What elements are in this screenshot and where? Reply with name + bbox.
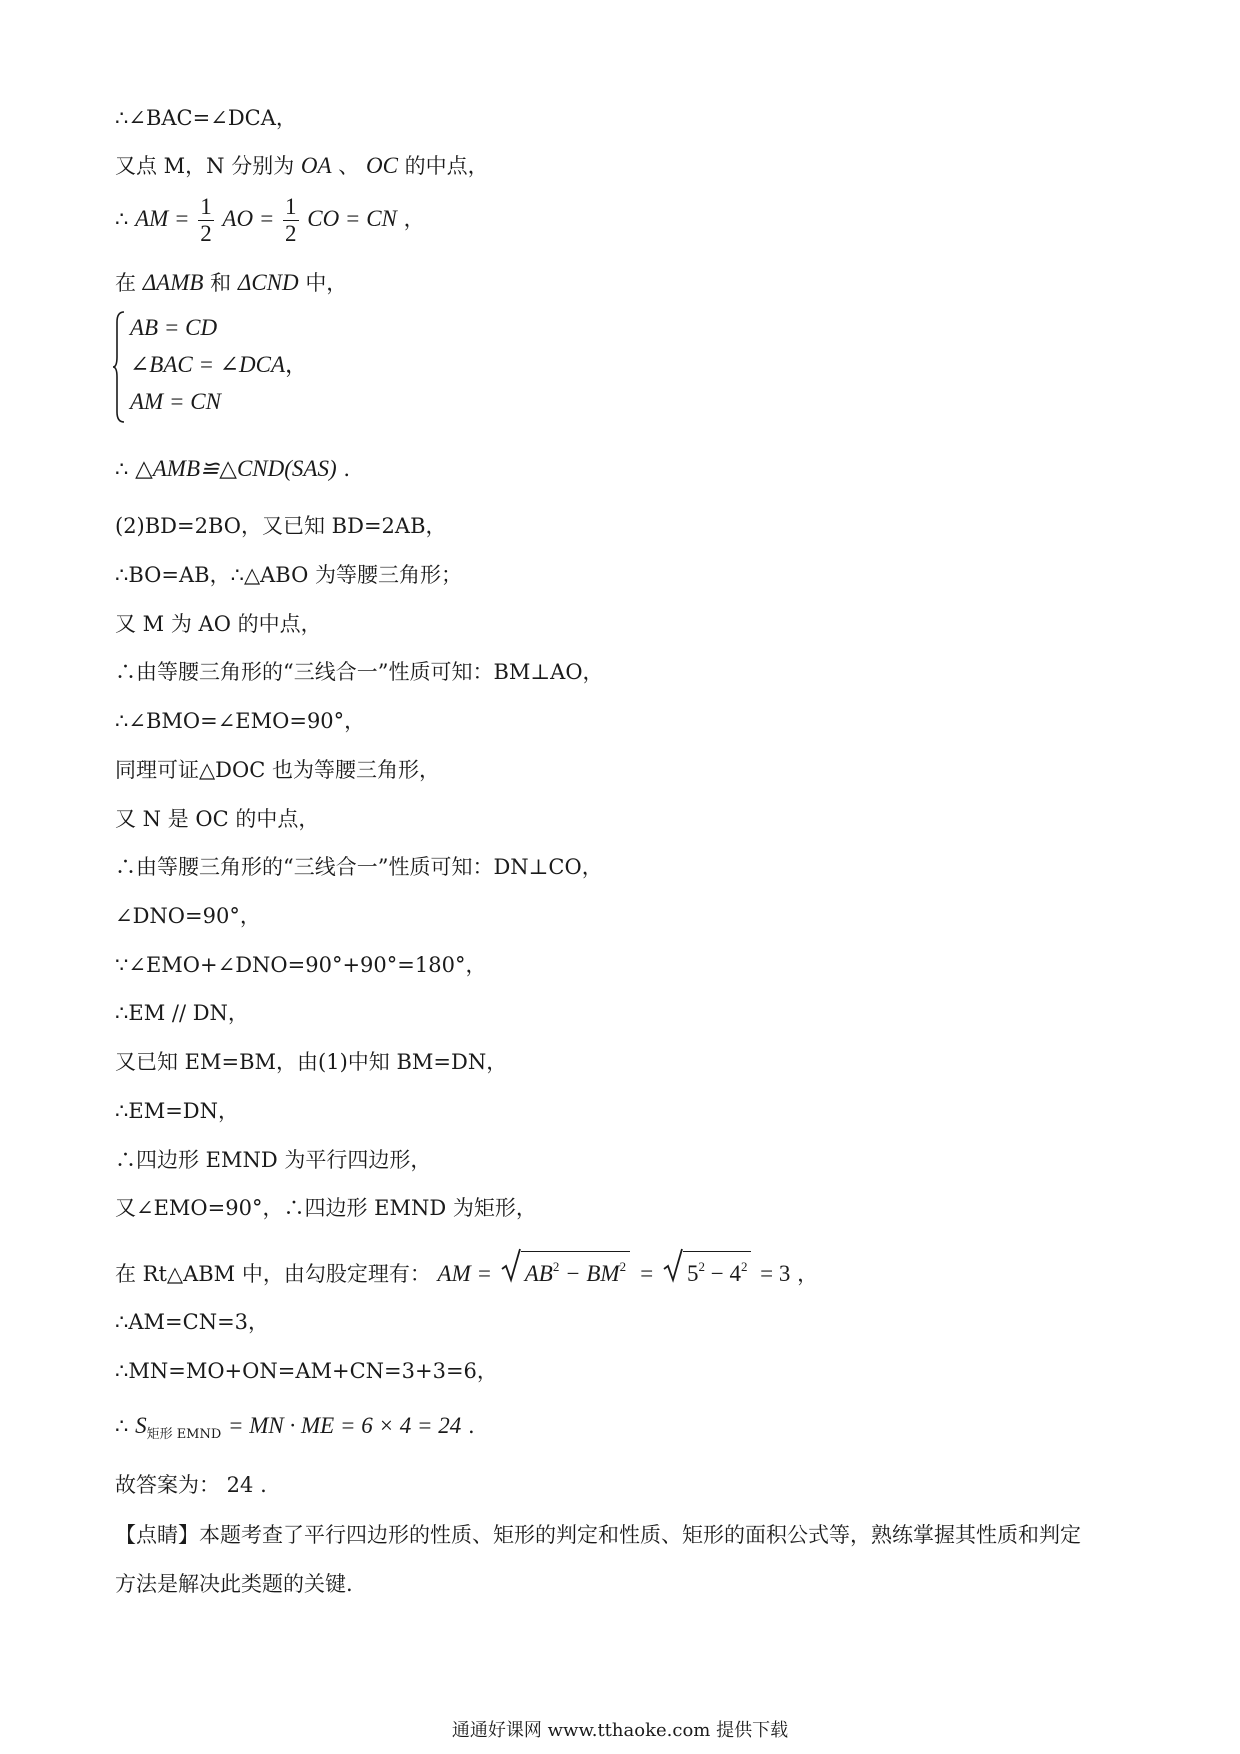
proof-line xyxy=(115,192,425,247)
math: S xyxy=(135,1413,147,1438)
text: . xyxy=(343,457,351,481)
math: OA xyxy=(300,153,332,178)
math: AB xyxy=(524,1261,553,1286)
equation: AM = CN xyxy=(130,389,221,414)
text: ， xyxy=(285,352,309,378)
proof-line: ∴∠BAC=∠DCA， xyxy=(115,106,297,130)
math: AO = xyxy=(222,206,275,231)
exponent: 2 xyxy=(552,1259,560,1274)
text: ∴ xyxy=(115,207,129,231)
numerator: 1 xyxy=(285,194,297,219)
proof-line: 又已知 EM=BM，由(1)中知 BM=DN， xyxy=(115,1050,508,1074)
proof-line xyxy=(115,151,489,181)
text: 在 xyxy=(115,271,136,295)
math: − 4 xyxy=(710,1261,741,1286)
proof-line: ∴由等腰三角形的“三线合一”性质可知：DN⊥CO， xyxy=(115,855,603,879)
proof-line: ∴由等腰三角形的“三线合一”性质可知：BM⊥AO， xyxy=(115,660,604,684)
proof-line: ∠DNO=90°， xyxy=(115,904,261,928)
square-root xyxy=(501,1251,630,1289)
math: = 3 xyxy=(760,1261,791,1286)
radical-sign-icon xyxy=(663,1247,683,1283)
text: 中， xyxy=(305,271,348,295)
math: ΔAMB xyxy=(142,270,204,295)
square-root xyxy=(663,1251,751,1289)
proof-line xyxy=(115,454,350,484)
proof-line: ∴四边形 EMND 为平行四边形， xyxy=(115,1148,432,1172)
text: ， xyxy=(797,1262,819,1286)
math: ΔCND xyxy=(237,270,299,295)
exponent: 2 xyxy=(698,1259,705,1274)
proof-line: (2)BD=2BO，又已知 BD=2AB， xyxy=(115,514,447,538)
proof-line: ∴AM=CN=3， xyxy=(115,1310,270,1334)
math: ∠BAC = ∠DCA xyxy=(130,352,286,377)
left-brace-icon xyxy=(112,310,126,424)
comment-line: 方法是解决此类题的关键. xyxy=(115,1572,353,1596)
denominator: 2 xyxy=(285,221,297,246)
text: 又点 M，N 分别为 xyxy=(115,154,295,178)
proof-line: 又 N 是 OC 的中点， xyxy=(115,807,320,831)
math: AM = xyxy=(437,1261,493,1286)
math: △AMB≌△CND(SAS) xyxy=(135,456,337,481)
math: − BM xyxy=(565,1261,620,1286)
proof-line: 又∠EMO=90°，∴四边形 EMND 为矩形， xyxy=(115,1196,537,1220)
math: = MN · ME = 6 × 4 = 24 xyxy=(227,1413,462,1438)
math: = xyxy=(638,1261,655,1286)
math: CO = CN xyxy=(307,206,397,231)
radical-sign-icon xyxy=(501,1247,521,1283)
math: AM = xyxy=(135,206,190,231)
fraction xyxy=(283,194,299,247)
proof-line: ∴EM=DN， xyxy=(115,1099,240,1123)
proof-line: ∴∠BMO=∠EMO=90°， xyxy=(115,709,366,733)
proof-line: ∴EM // DN， xyxy=(115,1001,249,1025)
exponent: 2 xyxy=(740,1259,748,1274)
math: OC xyxy=(365,153,398,178)
proof-line xyxy=(115,1251,818,1289)
page-footer: 通通好课网 www.tthaoke.com 提供下载 xyxy=(451,1720,789,1741)
text: ， xyxy=(403,207,425,231)
denominator: 2 xyxy=(200,221,212,246)
proof-line xyxy=(115,268,347,298)
equation xyxy=(130,347,308,383)
proof-line: ∵∠EMO+∠DNO=90°+90°=180°， xyxy=(115,953,487,977)
text: 在 Rt△ABM 中，由勾股定理有： xyxy=(115,1262,431,1286)
proof-line: ∴BO=AB，∴△ABO 为等腰三角形； xyxy=(115,563,462,587)
subscript: 矩形 EMND xyxy=(146,1427,222,1443)
proof-line: 同理可证△DOC 也为等腰三角形， xyxy=(115,758,440,782)
text: . xyxy=(467,1414,475,1438)
text: 、 xyxy=(338,154,360,178)
numerator: 1 xyxy=(200,194,212,219)
text: 的中点， xyxy=(404,154,489,178)
proof-line: 又 M 为 AO 的中点， xyxy=(115,612,322,636)
comment-line: 【点睛】本题考查了平行四边形的性质、矩形的判定和性质、矩形的面积公式等，熟练掌握其性质和判定 xyxy=(115,1523,1081,1547)
math: 5 xyxy=(686,1261,699,1286)
text: ∴ xyxy=(115,1414,129,1438)
answer-line: 故答案为： 24 . xyxy=(115,1473,267,1497)
proof-line: ∴MN=MO+ON=AM+CN=3+3=6， xyxy=(115,1359,498,1383)
fraction xyxy=(198,194,214,247)
text: 和 xyxy=(210,271,232,295)
text: ∴ xyxy=(115,457,129,481)
proof-line xyxy=(115,1411,475,1450)
exponent: 2 xyxy=(619,1259,627,1274)
equation: AB = CD xyxy=(130,315,218,340)
